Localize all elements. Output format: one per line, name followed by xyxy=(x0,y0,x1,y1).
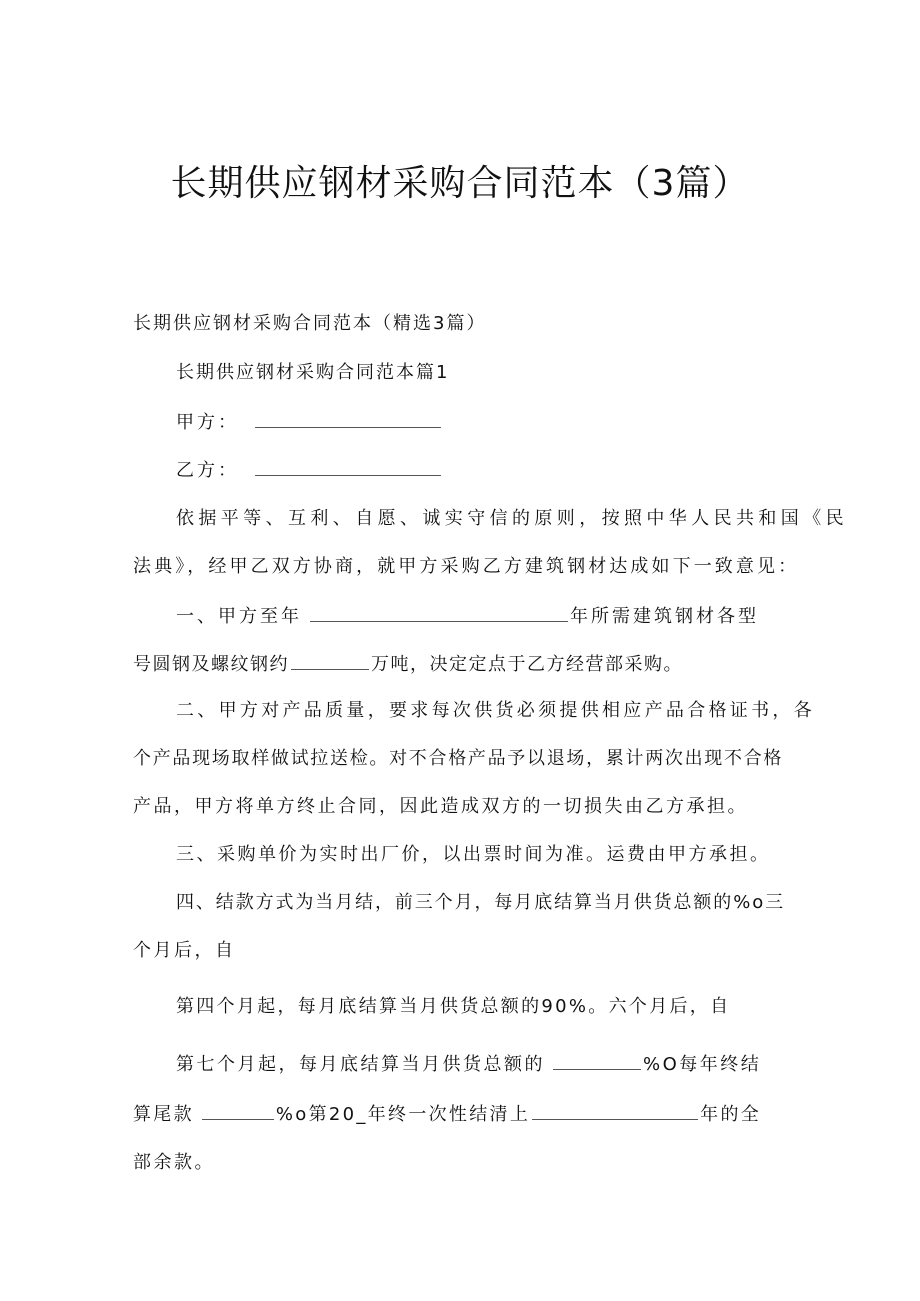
clause-4-line-6: 部余款。 xyxy=(133,1152,215,1173)
clause-4-year-blank xyxy=(532,1101,698,1120)
clause-2-line-1: 二、甲方对产品质量，要求每次供货必须提供相应产品合格证书，各 xyxy=(176,700,815,721)
clause-2-line-3: 产品，甲方将单方终止合同，因此造成双方的一切损失由乙方承担。 xyxy=(133,796,748,817)
party-a-blank xyxy=(255,409,441,428)
clause-1-text-b: 年所需建筑钢材各型 xyxy=(570,606,759,627)
intro-line-2: 法典》，经甲乙双方协商，就甲方采购乙方建筑钢材达成如下一致意见： xyxy=(133,556,800,577)
clause-4-text-c: 算尾款 xyxy=(133,1104,194,1125)
clause-4-line-4 xyxy=(176,1051,761,1077)
party-b-label: 乙方： xyxy=(176,460,239,481)
clause-1-text-c: 号圆钢及螺纹钢约 xyxy=(133,654,289,675)
party-b-line xyxy=(176,457,443,483)
clause-4-text-a: 第七个月起，每月底结算当月供货总额的 xyxy=(176,1054,545,1075)
clause-3-line: 三、采购单价为实时出厂价，以出票时间为准。运费由甲方承担。 xyxy=(176,844,771,865)
clause-1-text-a: 一、甲方至年 xyxy=(176,606,302,627)
document-subtitle: 长期供应钢材采购合同范本（精选3篇） xyxy=(133,313,487,334)
clause-4-text-b: %O每年终结 xyxy=(643,1054,762,1075)
section-heading: 长期供应钢材采购合同范本篇1 xyxy=(176,362,450,383)
clause-1-quantity-blank xyxy=(291,651,369,670)
clause-4-line-1: 四、结款方式为当月结，前三个月，每月底结算当月供货总额的%o三 xyxy=(176,892,786,913)
clause-4-line-3: 第四个月起，每月底结算当月供货总额的90%。六个月后，自 xyxy=(176,996,731,1017)
clause-4-text-e: 年的全 xyxy=(700,1104,762,1125)
clause-4-line-5 xyxy=(133,1101,761,1127)
party-b-blank xyxy=(255,457,441,476)
intro-line-1: 依据平等、互利、自愿、诚实守信的原则，按照中华人民共和国《民 xyxy=(176,508,848,529)
clause-4-percent-blank xyxy=(553,1051,641,1070)
clause-1-text-d: 万吨，决定定点于乙方经营部采购。 xyxy=(371,654,683,675)
clause-4-line-2: 个月后，自 xyxy=(133,940,236,961)
clause-1-line-2 xyxy=(133,651,683,677)
party-a-label: 甲方： xyxy=(176,412,239,433)
party-a-line xyxy=(176,409,443,435)
clause-4-settle-blank xyxy=(202,1101,274,1120)
clause-2-line-2: 个产品现场取样做试拉送检。对不合格产品予以退场，累计两次出现不合格 xyxy=(133,748,784,769)
clause-1-year-blank xyxy=(310,603,568,622)
document-title: 长期供应钢材采购合同范本（3篇） xyxy=(170,163,750,204)
clause-4-text-d: %o第20_年终一次性结清上 xyxy=(275,1104,531,1125)
clause-1-line-1 xyxy=(176,603,759,629)
